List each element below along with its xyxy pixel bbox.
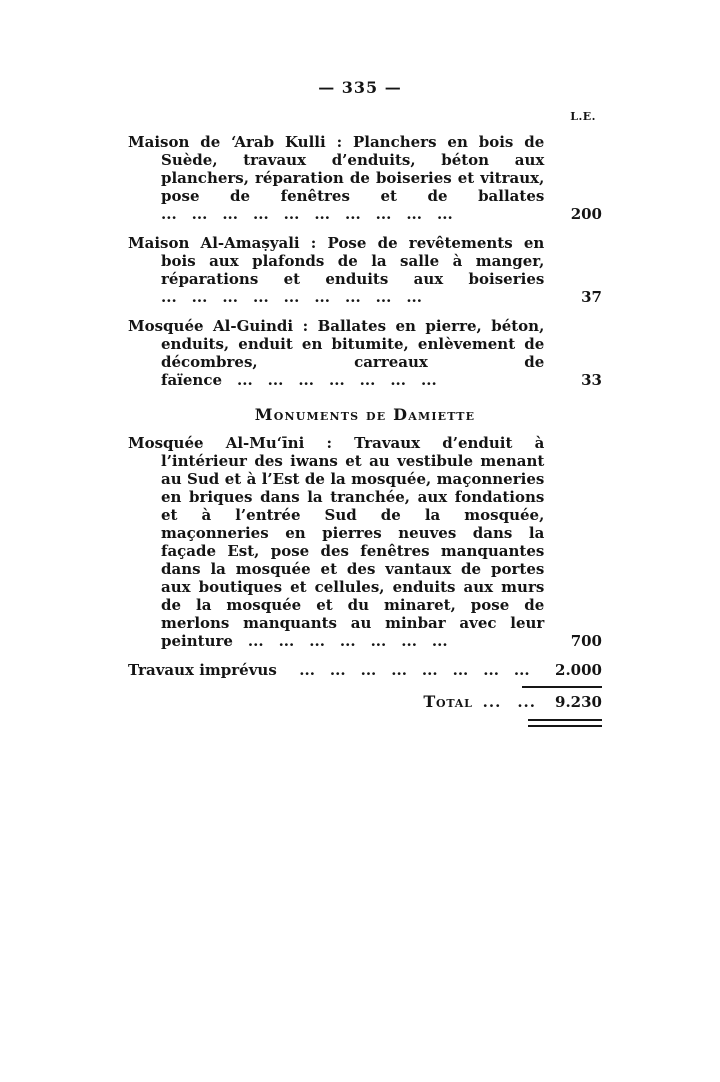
page-number: — 335 — [318, 78, 402, 97]
entry-text: Mosquée Al-Mu‘īni : Travaux d’enduit à l’intérieur des iwans et au vestibule menant au Sud et à l’Est de la mosquée, maçonneries en briques dans la tranchée, aux fondations et à l’entrée Sud de la mosquée, maçonneries en pierres neuves dans la façade Est, pose des fenêtres manquantes dans la mosquée et des vantaux de portes aux boutiques et cellules, enduits aux murs de la mosquée et du minaret, pose de merlons manquants au minbar avec leur peinture ... ... ... ... ... ... ... [128, 434, 545, 650]
entry-text: Mosquée Al-Guindi : Ballates en pierre, béton, enduits, enduit en bitumite, enlèvement de décombres, carreaux de faïence ... ... ... ... ... ... ... [128, 317, 545, 389]
sum-rule [522, 686, 602, 688]
entry-amount: 37 [581, 288, 602, 306]
total-row [128, 693, 602, 711]
section-heading-monuments-de-damiette: Monuments de Damiette [254, 405, 476, 424]
entry-amount: 700 [570, 632, 602, 650]
ledger-entry-maison-al-amasyali [128, 234, 602, 306]
total-dots: ... ... [482, 693, 536, 711]
entry-text: Maison Al-Amaṣyali : Pose de revêtements en bois aux plafonds de la salle à manger, réparations et enduits aux boiseries ... ... ... ... ... ... ... ... ... [128, 234, 545, 306]
expense-ledger [128, 133, 602, 727]
ledger-entry-maison-arab-kulli [128, 133, 602, 223]
entry-text: Maison de ‘Arab Kulli : Planchers en bois de Suède, travaux d’enduits, béton aux planchers, réparation de boiseries et vitraux, pose de fenêtres et de ballates ... ... ... ... ... ... ... ... ... ... [128, 133, 545, 223]
total-label: Total [423, 692, 473, 711]
ledger-entry-mosquee-al-muini [128, 434, 602, 650]
ledger-entry-mosquee-al-guindi [128, 317, 602, 389]
entry-amount: 33 [581, 371, 602, 389]
entry-amount: 2.000 [555, 661, 602, 679]
entry-amount: 200 [570, 205, 602, 223]
entry-text: Travaux imprévus ... ... ... ... ... ... ... ... [128, 661, 530, 679]
grand-total-double-rule [528, 719, 602, 727]
currency-column-header: L.E. [570, 110, 596, 123]
total-amount: 9.230 [555, 693, 602, 711]
ledger-entry-travaux-imprevus [128, 661, 602, 679]
